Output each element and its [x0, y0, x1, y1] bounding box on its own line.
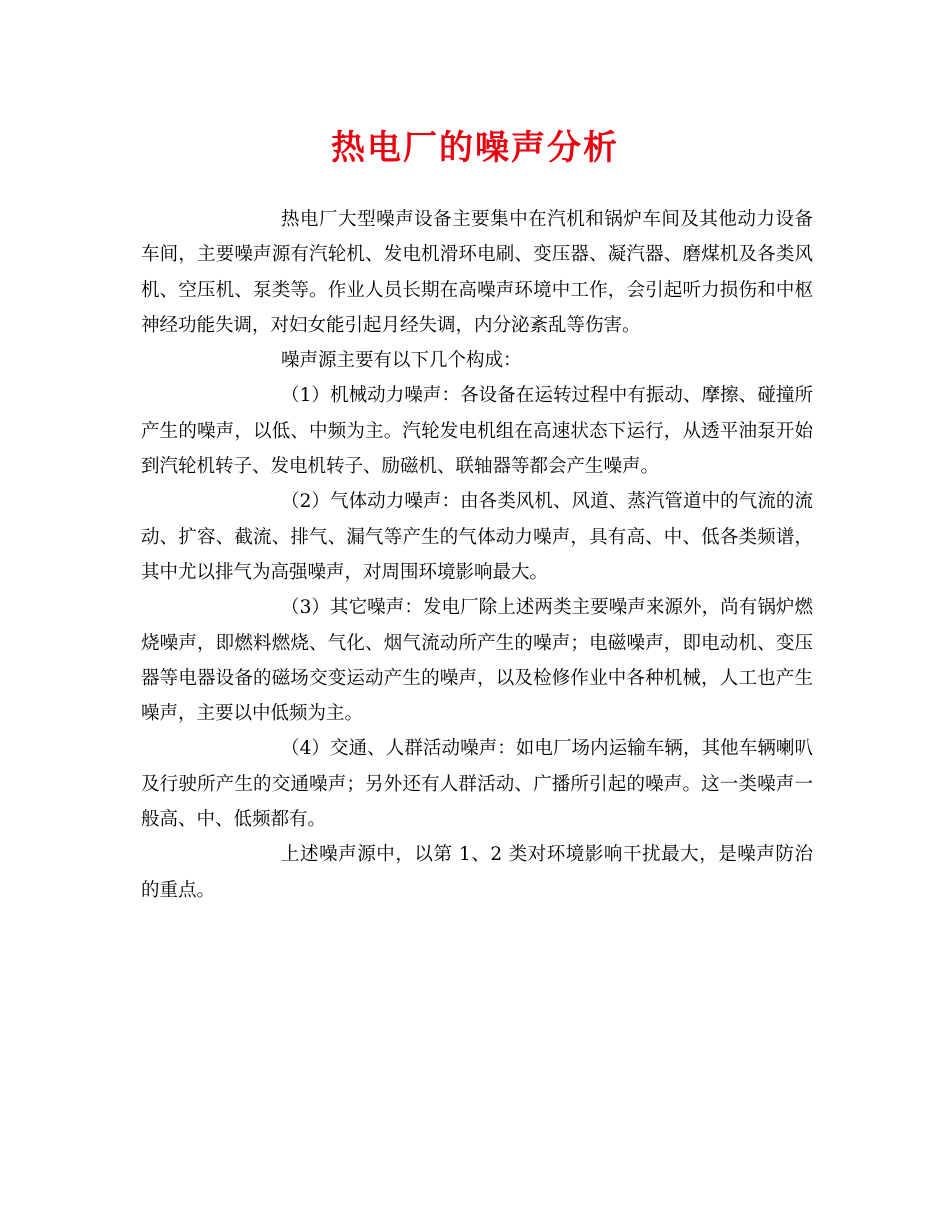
paragraph-mechanical-noise: （1）机械动力噪声：各设备在运转过程中有振动、摩擦、碰撞所产生的噪声，以低、中频为主。汽轮发电机组在高速状态下运行，从透平油泵开始到汽轮机转子、发电机转子、励磁机、联轴器等都会产生噪声。 [141, 385, 813, 478]
paragraph-conclusion: 上述噪声源中，以第 1、2 类对环境影响干扰最大，是噪声防治的重点。 [141, 844, 813, 901]
paragraph-sources-heading: 噪声源主要有以下几个构成： [281, 350, 522, 372]
document-title: 热电厂的噪声分析 [331, 128, 619, 168]
paragraph-other-noise: （3）其它噪声：发电厂除上述两类主要噪声来源外，尚有锅炉燃烧噪声，即燃料燃烧、气化、烟气流动所产生的噪声；电磁噪声，即电动机、变压器等电器设备的磁场交变运动产生的噪声，以及检修作业中各种机械，人工也产生噪声，主要以中低频为主。 [141, 597, 813, 725]
paragraph-aerodynamic-noise: （2）气体动力噪声：由各类风机、风道、蒸汽管道中的气流的流动、扩容、截流、排气、漏气等产生的气体动力噪声，具有高、中、低各类频谱，其中尤以排气为高强噪声，对周围环境影响最大。 [141, 491, 813, 583]
document-body [141, 202, 813, 908]
paragraph-intro: 热电厂大型噪声设备主要集中在汽机和锅炉车间及其他动力设备车间，主要噪声源有汽轮机、发电机滑环电刷、变压器、凝汽器、磨煤机及各类风机、空压机、泵类等。作业人员长期在高噪声环境中工作，会引起听力损伤和中枢神经功能失调，对妇女能引起月经失调，内分泌紊乱等伤害。 [141, 209, 813, 336]
paragraph-traffic-noise: （4）交通、人群活动噪声：如电厂场内运输车辆，其他车辆喇叭及行驶所产生的交通噪声；另外还有人群活动、广播所引起的噪声。这一类噪声一般高、中、低频都有。 [141, 738, 813, 831]
